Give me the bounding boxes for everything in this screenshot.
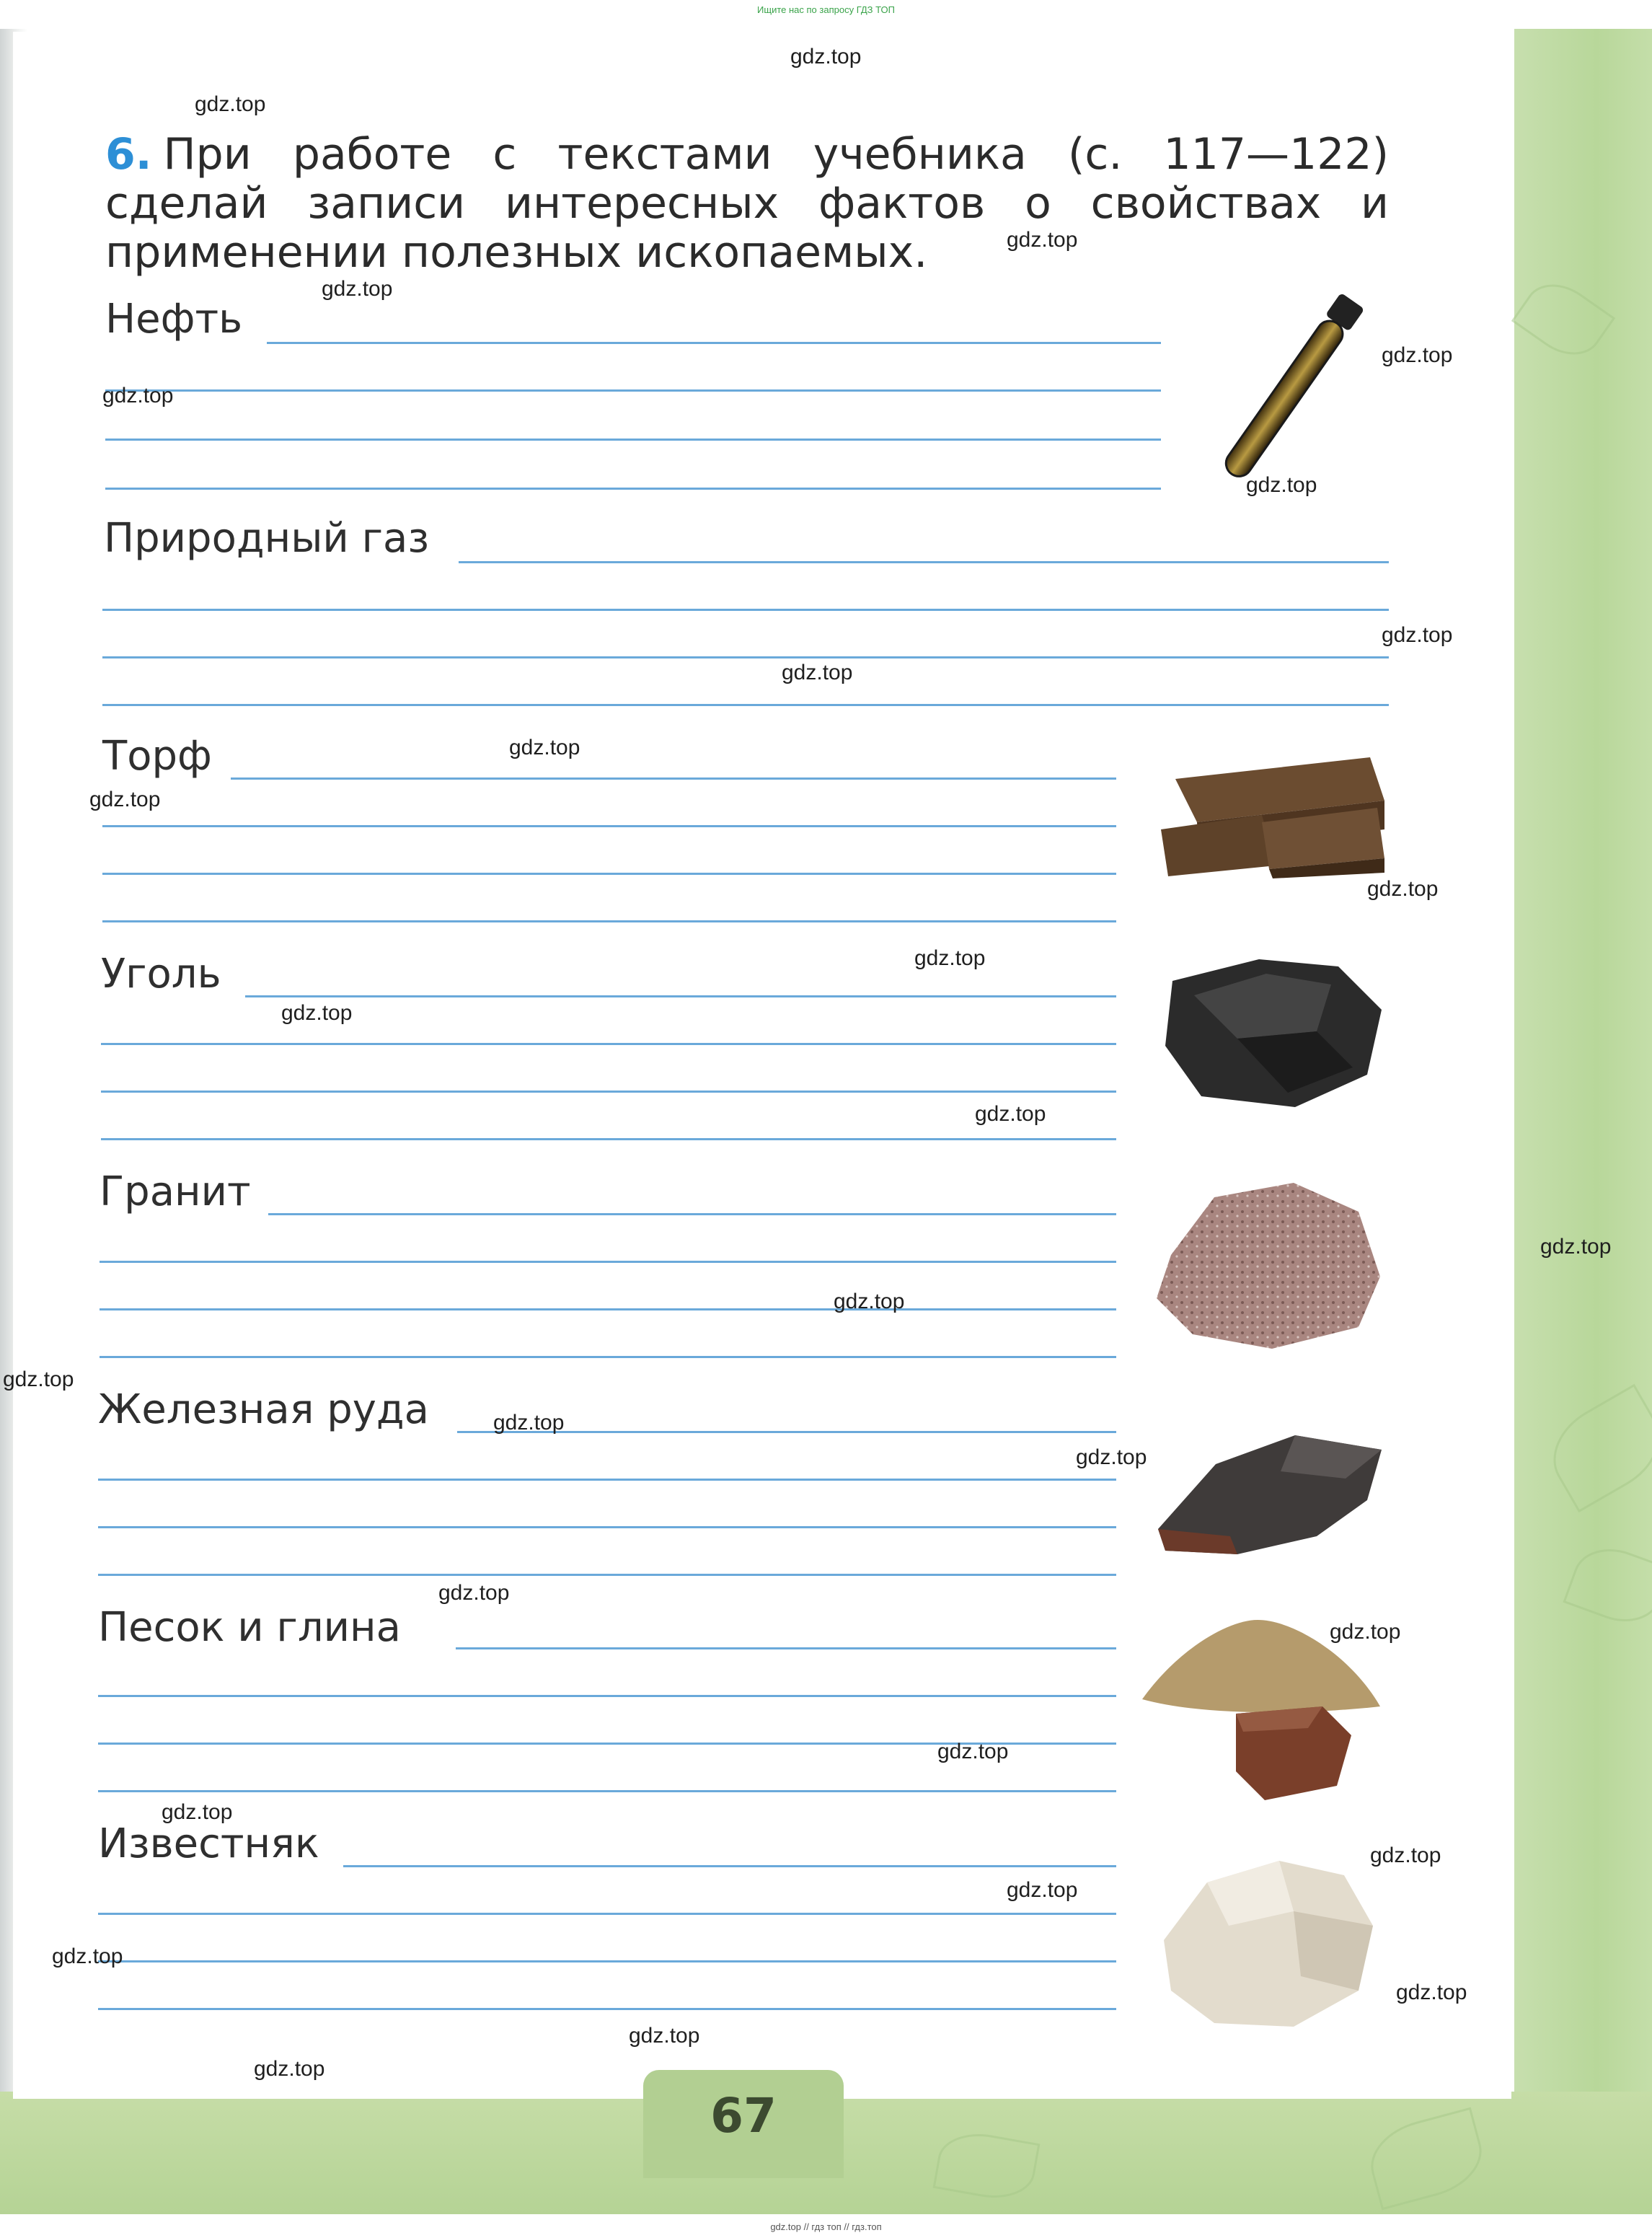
watermark: gdz.top: [1330, 1620, 1401, 1644]
watermark: gdz.top: [834, 1290, 905, 1313]
writing-line[interactable]: [98, 1960, 1116, 1962]
section-label-coal: Уголь: [101, 951, 221, 997]
watermark: gdz.top: [1367, 877, 1439, 901]
watermark: gdz.top: [493, 1411, 565, 1435]
watermark: gdz.top: [937, 1740, 1009, 1763]
writing-line[interactable]: [105, 439, 1161, 441]
watermark: gdz.top: [1396, 1981, 1467, 2004]
writing-line[interactable]: [101, 1043, 1116, 1045]
watermark: gdz.top: [1246, 473, 1317, 497]
writing-line[interactable]: [231, 777, 1116, 780]
task-number: 6.: [105, 129, 152, 180]
section-label-granite: Гранит: [100, 1168, 251, 1215]
writing-line[interactable]: [98, 1913, 1116, 1915]
watermark: gdz.top: [975, 1102, 1046, 1126]
writing-line[interactable]: [105, 488, 1161, 490]
peat-bricks-image: [1154, 736, 1392, 880]
section-label-oil: Нефть: [105, 296, 243, 343]
oil-test-tube-image: [1183, 278, 1399, 501]
watermark: gdz.top: [102, 384, 174, 407]
watermark: gdz.top: [1007, 228, 1078, 252]
watermark: gdz.top: [1382, 623, 1453, 647]
writing-line[interactable]: [456, 1647, 1116, 1649]
watermark: gdz.top: [914, 946, 986, 970]
watermark: gdz.top: [322, 277, 393, 301]
page-number: 67: [710, 2088, 777, 2144]
writing-line[interactable]: [98, 1479, 1116, 1481]
section-label-iron-ore: Железная руда: [98, 1386, 429, 1433]
section-label-natural-gas: Природный газ: [104, 515, 430, 562]
section-label-sand-clay: Песок и глина: [98, 1604, 401, 1651]
green-border-right: [1514, 29, 1652, 2214]
writing-line[interactable]: [102, 656, 1389, 658]
writing-line[interactable]: [98, 2008, 1116, 2010]
writing-line[interactable]: [102, 704, 1389, 706]
watermark: gdz.top: [1382, 343, 1453, 367]
limestone-stone-image: [1149, 1846, 1387, 2034]
watermark: gdz.top: [3, 1367, 74, 1391]
writing-line[interactable]: [100, 1356, 1116, 1358]
coal-lump-image: [1151, 952, 1389, 1111]
section-label-peat: Торф: [102, 733, 212, 780]
watermark: gdz.top: [1007, 1878, 1078, 1902]
writing-line[interactable]: [459, 561, 1389, 563]
section-label-limestone: Известняк: [98, 1820, 319, 1867]
writing-line[interactable]: [102, 920, 1116, 922]
watermark: gdz.top: [195, 92, 266, 116]
watermark: gdz.top: [1370, 1843, 1441, 1867]
watermark: gdz.top: [254, 2057, 325, 2081]
watermark: gdz.top: [89, 788, 161, 811]
watermark: gdz.top: [52, 1944, 123, 1968]
top-note: Ищите нас по запросу ГДЗ ТОП: [757, 4, 895, 15]
writing-line[interactable]: [102, 873, 1116, 875]
writing-line[interactable]: [101, 1138, 1116, 1140]
writing-line[interactable]: [98, 1526, 1116, 1528]
writing-line[interactable]: [98, 1695, 1116, 1697]
writing-line[interactable]: [102, 609, 1389, 611]
watermark: gdz.top: [509, 736, 580, 759]
task-text: При работе с текстами учебника (с. 117—122) сделай записи интересных фактов о свойствах и применении полезных ископаемых.: [105, 129, 1389, 278]
watermark: gdz.top: [281, 1001, 353, 1025]
writing-line[interactable]: [100, 1308, 1116, 1310]
writing-line[interactable]: [102, 825, 1116, 827]
writing-line[interactable]: [105, 389, 1161, 392]
task-instruction: [105, 130, 1389, 277]
writing-line[interactable]: [100, 1261, 1116, 1263]
watermark: gdz.top: [782, 661, 853, 684]
watermark: gdz.top: [162, 1800, 233, 1824]
writing-line[interactable]: [98, 1574, 1116, 1576]
granite-stone-image: [1149, 1168, 1387, 1356]
writing-line[interactable]: [101, 1091, 1116, 1093]
iron-ore-stone-image: [1151, 1421, 1389, 1558]
watermark: gdz.top: [438, 1581, 510, 1605]
writing-line[interactable]: [98, 1790, 1116, 1792]
watermark: gdz.top: [1076, 1445, 1147, 1469]
writing-line[interactable]: [343, 1865, 1116, 1867]
writing-line[interactable]: [267, 342, 1161, 344]
bottom-note: gdz.top // гдз топ // гдз.топ: [770, 2221, 882, 2232]
watermark: gdz.top: [1540, 1235, 1612, 1259]
writing-line[interactable]: [268, 1213, 1116, 1215]
watermark: gdz.top: [629, 2024, 700, 2048]
writing-line[interactable]: [245, 995, 1116, 997]
watermark: gdz.top: [790, 45, 862, 69]
